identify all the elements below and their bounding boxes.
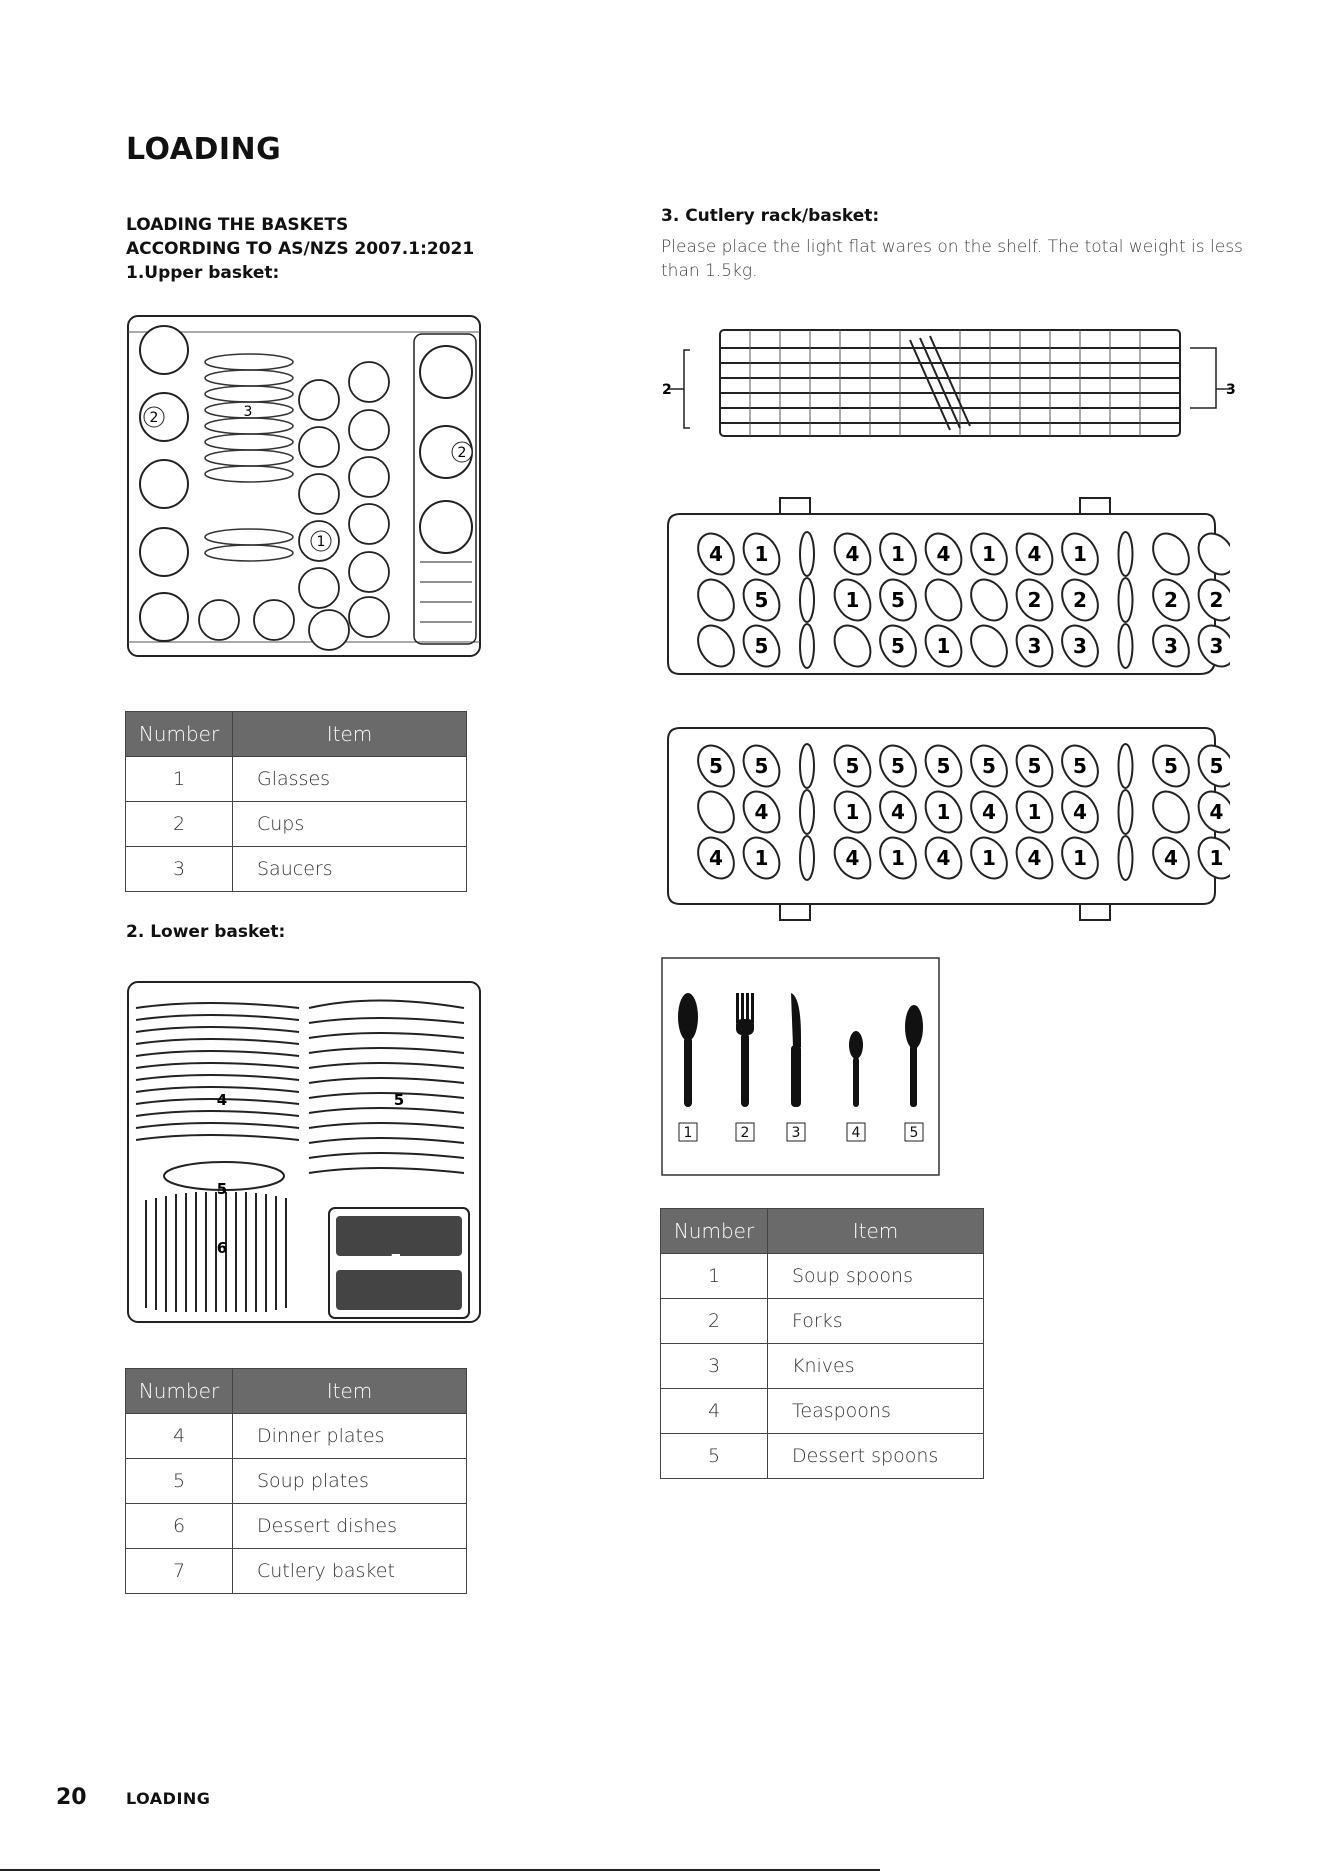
tray-slot-label: 5 xyxy=(754,588,769,612)
tray-slot-label: 4 xyxy=(936,542,951,566)
tray-slot-label: 4 xyxy=(845,846,860,870)
upper-basket-diagram xyxy=(124,312,486,670)
tray-slot-label: 4 xyxy=(709,846,723,870)
row-number: 7 xyxy=(126,1549,233,1594)
tray-slot-label: 2 xyxy=(1209,588,1224,612)
section-heading-line1: LOADING THE BASKETS xyxy=(126,215,349,235)
tray-slot xyxy=(800,624,814,668)
tray-slot-label: 1 xyxy=(1073,542,1087,566)
table-row xyxy=(126,1414,467,1459)
lower-basket-diagram xyxy=(124,978,486,1330)
footer-section-label: LOADING xyxy=(126,1789,211,1808)
dessert-spoon-icon xyxy=(905,1005,923,1107)
tray-slot-label: 5 xyxy=(891,588,905,612)
page-number: 20 xyxy=(56,1785,87,1810)
tray-slot-label: 1 xyxy=(982,846,996,870)
tray-slot xyxy=(800,532,814,576)
upper-label-cups-right: 2 xyxy=(457,445,467,461)
column-header-item: Item xyxy=(233,1369,467,1414)
upper-items-table xyxy=(125,711,467,892)
tray-slot-label: 5 xyxy=(845,754,860,778)
fork-icon xyxy=(736,993,754,1107)
tray-slot-label: 5 xyxy=(1073,754,1087,778)
row-number: 4 xyxy=(126,1414,233,1459)
row-number: 3 xyxy=(126,847,233,892)
row-number: 4 xyxy=(661,1389,768,1434)
tray-slot-label: 4 xyxy=(1073,800,1087,824)
rack-label-right: 3 xyxy=(1226,382,1236,398)
tray-top-slots xyxy=(691,527,1230,673)
tray-slot-label: 4 xyxy=(1027,542,1042,566)
tray-slot-label: 5 xyxy=(982,754,996,778)
row-item: Cutlery basket xyxy=(233,1549,467,1594)
tray-slot-label: 1 xyxy=(891,542,905,566)
tray-slot-label: 5 xyxy=(1027,754,1042,778)
row-number: 2 xyxy=(661,1299,768,1344)
column-header-item: Item xyxy=(768,1209,984,1254)
section-heading xyxy=(126,213,474,285)
tray-slot-label: 5 xyxy=(1164,754,1178,778)
table-row xyxy=(126,757,467,802)
row-item: Soup spoons xyxy=(768,1254,984,1299)
tray-slot xyxy=(964,573,1014,627)
tray-slot xyxy=(800,578,814,622)
lower-basket-heading: 2. Lower basket: xyxy=(126,922,286,942)
tray-slot-label: 3 xyxy=(1164,634,1178,658)
tray-slot-label: 5 xyxy=(936,754,951,778)
tray-slot xyxy=(1119,744,1133,788)
tray-slot xyxy=(691,573,741,627)
teaspoon-icon xyxy=(849,1031,863,1107)
tray-slot-label: 4 xyxy=(845,542,860,566)
row-number: 5 xyxy=(661,1434,768,1479)
tray-slot-label: 1 xyxy=(936,634,951,658)
row-number: 5 xyxy=(126,1459,233,1504)
tray-slot xyxy=(691,785,741,839)
upper-basket-heading: 1.Upper basket: xyxy=(126,263,280,283)
tray-slot-label: 2 xyxy=(1073,588,1087,612)
column-header-number: Number xyxy=(126,712,233,757)
row-number: 6 xyxy=(126,1504,233,1549)
column-header-number: Number xyxy=(126,1369,233,1414)
cutlery-description: Please place the light flat wares on the shelf. The total weight is less than 1.5kg. xyxy=(661,237,1243,281)
tray-slot xyxy=(827,619,877,673)
utensil-label: 4 xyxy=(851,1125,861,1141)
lower-label-dinner-plates: 4 xyxy=(216,1091,228,1109)
lower-label-dessert-dishes: 6 xyxy=(216,1239,228,1257)
row-number: 1 xyxy=(126,757,233,802)
tray-slot-label: 1 xyxy=(754,542,769,566)
tray-slot-label: 5 xyxy=(754,754,769,778)
row-item: Dessert dishes xyxy=(233,1504,467,1549)
tray-slot-label: 5 xyxy=(891,634,905,658)
tray-slot-label: 1 xyxy=(754,846,769,870)
knife-icon xyxy=(791,993,801,1107)
tray-slot-label: 1 xyxy=(845,800,860,824)
page-title: LOADING xyxy=(126,132,282,167)
tray-slot-label: 3 xyxy=(1209,634,1224,658)
table-row xyxy=(661,1434,984,1479)
tray-slot-label: 4 xyxy=(936,846,951,870)
row-item: Knives xyxy=(768,1344,984,1389)
utensil-label: 2 xyxy=(740,1125,750,1141)
utensil-legend xyxy=(661,957,941,1177)
upper-label-cups-left: 2 xyxy=(149,410,159,426)
tray-slot-label: 1 xyxy=(845,588,860,612)
table-row xyxy=(126,1459,467,1504)
table-row xyxy=(661,1299,984,1344)
tray-slot-label: 3 xyxy=(1073,634,1087,658)
row-item: Soup plates xyxy=(233,1459,467,1504)
tray-slot-label: 4 xyxy=(1027,846,1042,870)
row-item: Glasses xyxy=(233,757,467,802)
row-number: 2 xyxy=(126,802,233,847)
footer-rule xyxy=(0,1869,880,1871)
table-row xyxy=(661,1344,984,1389)
tray-slot-label: 1 xyxy=(982,542,996,566)
tray-slot-label: 1 xyxy=(1027,800,1042,824)
tray-slot-label: 4 xyxy=(1209,800,1224,824)
tray-slot-label: 4 xyxy=(891,800,905,824)
soup-spoon-icon xyxy=(678,993,698,1107)
table-row xyxy=(661,1389,984,1434)
row-item: Teaspoons xyxy=(768,1389,984,1434)
cutlery-heading: 3. Cutlery rack/basket: xyxy=(661,206,880,226)
rack-label-left: 2 xyxy=(662,382,672,398)
tray-slot-label: 1 xyxy=(1209,846,1224,870)
tray-slot xyxy=(1119,836,1133,880)
tray-slot xyxy=(800,836,814,880)
tray-slot xyxy=(1119,578,1133,622)
column-header-item: Item xyxy=(233,712,467,757)
tray-slot-label: 2 xyxy=(1027,588,1042,612)
lower-label-soup-plates: 5 xyxy=(216,1180,228,1198)
cutlery-items-table xyxy=(660,1208,984,1479)
row-item: Saucers xyxy=(233,847,467,892)
lower-items-table xyxy=(125,1368,467,1594)
tray-slot-label: 3 xyxy=(1027,634,1042,658)
tray-slot xyxy=(1146,785,1196,839)
utensil-label: 3 xyxy=(791,1125,801,1141)
row-item: Dessert spoons xyxy=(768,1434,984,1479)
table-row xyxy=(126,802,467,847)
tray-slot xyxy=(691,619,741,673)
utensil-label: 5 xyxy=(909,1125,919,1141)
tray-slot-label: 4 xyxy=(709,542,723,566)
tray-slot-label: 1 xyxy=(1073,846,1087,870)
table-row xyxy=(126,1549,467,1594)
upper-label-glasses: 1 xyxy=(316,534,326,550)
table-row xyxy=(126,847,467,892)
tray-slot xyxy=(1146,527,1196,581)
tray-slot-label: 2 xyxy=(1164,588,1178,612)
table-row xyxy=(126,1504,467,1549)
lower-label-cutlery-basket: 7 xyxy=(390,1251,402,1269)
cutlery-tray-bottom-diagram xyxy=(660,722,1230,927)
tray-slot-label: 4 xyxy=(982,800,996,824)
utensil-label: 1 xyxy=(683,1125,693,1141)
tray-slot-label: 5 xyxy=(891,754,905,778)
cutlery-tray-top-diagram xyxy=(660,494,1230,694)
column-header-number: Number xyxy=(661,1209,768,1254)
tray-slot xyxy=(1119,624,1133,668)
tray-slot xyxy=(800,744,814,788)
row-item: Dinner plates xyxy=(233,1414,467,1459)
cutlery-rack-diagram xyxy=(660,318,1240,453)
tray-slot xyxy=(918,573,968,627)
upper-label-saucers: 3 xyxy=(243,404,253,420)
section-heading-line2: ACCORDING TO AS/NZS 2007.1:2021 xyxy=(126,239,475,259)
tray-slot-label: 4 xyxy=(754,800,769,824)
lower-label-soup-plates-right: 5 xyxy=(393,1091,405,1109)
tray-slot xyxy=(964,619,1014,673)
tray-slot xyxy=(1119,532,1133,576)
tray-slot-label: 4 xyxy=(1164,846,1178,870)
tray-slot xyxy=(1119,790,1133,834)
row-item: Cups xyxy=(233,802,467,847)
row-number: 1 xyxy=(661,1254,768,1299)
tray-bottom-slots xyxy=(691,739,1230,885)
tray-slot-label: 5 xyxy=(1209,754,1224,778)
tray-slot-label: 5 xyxy=(754,634,769,658)
tray-slot xyxy=(800,790,814,834)
tray-slot-label: 1 xyxy=(891,846,905,870)
tray-slot-label: 1 xyxy=(936,800,951,824)
row-item: Forks xyxy=(768,1299,984,1344)
tray-slot xyxy=(1191,527,1230,581)
row-number: 3 xyxy=(661,1344,768,1389)
table-row xyxy=(661,1254,984,1299)
tray-slot-label: 5 xyxy=(709,754,723,778)
